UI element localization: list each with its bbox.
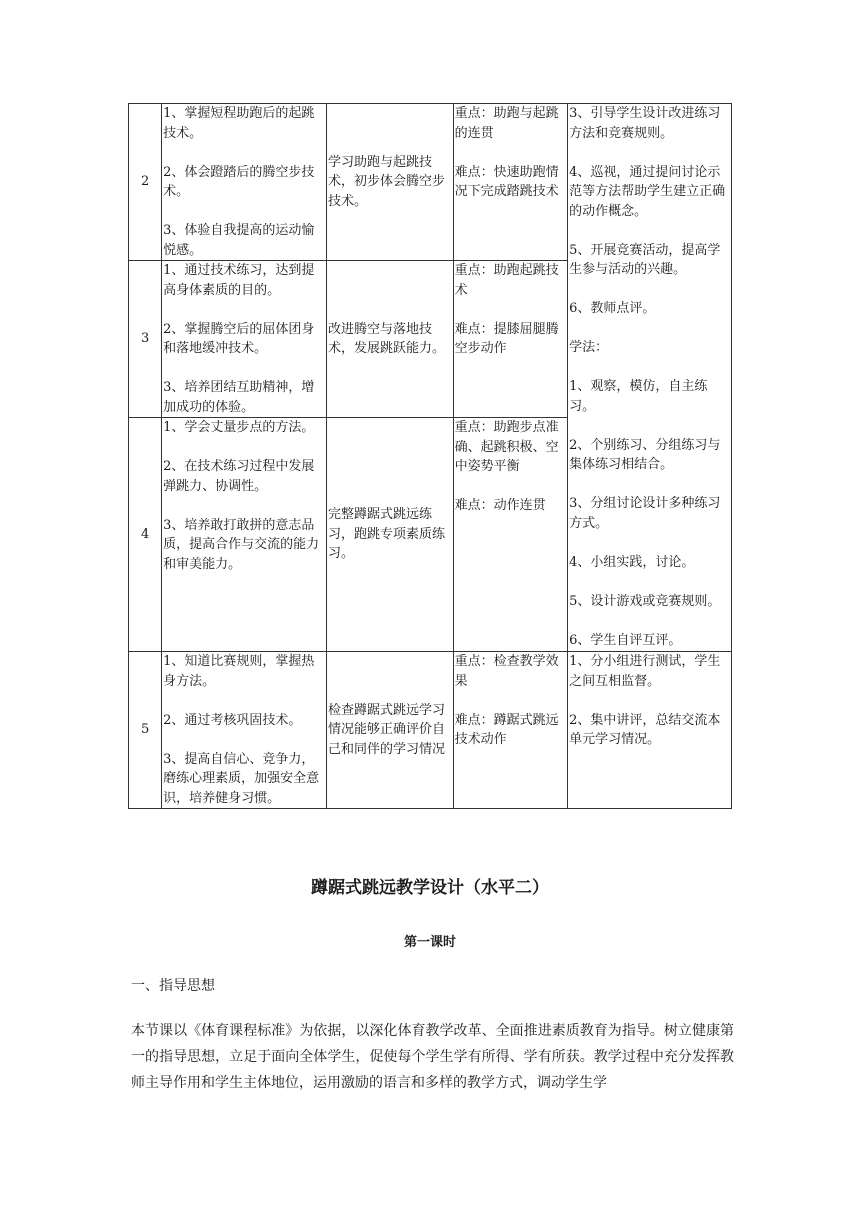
teaching-goals: 1、知道比赛规则，掌握热身方法。 2、通过考核巩固技术。 3、提高自信心、竞争力，磨练心理素质，加强安全意识，培养健身习惯。 xyxy=(162,652,327,809)
lesson-number: 3 xyxy=(129,261,162,418)
key-difficult-points: 重点：助跑步点准确、起跳积极、空中姿势平衡 难点：动作连贯 xyxy=(453,418,568,652)
lesson-subtitle: 第一课时 xyxy=(403,935,456,950)
teaching-content: 检查蹲踞式跳远学习情况能够正确评价自己和同伴的学习情况 xyxy=(326,652,453,809)
teaching-goals: 1、学会丈量步点的方法。 2、在技术练习过程中发展弹跳力、协调性。 3、培养敢打敢拼的意志品质，提高合作与交流的能力和审美能力。 xyxy=(162,418,327,652)
lesson-number: 4 xyxy=(129,418,162,652)
section-heading: 一、指导思想 xyxy=(131,978,215,994)
teaching-goals: 1、掌握短程助跑后的起跳技术。 2、体会蹬踏后的腾空步技术。 3、体验自我提高的运动愉悦感。 xyxy=(162,104,327,261)
teaching-content: 学习助跑与起跳技术，初步体会腾空步技术。 xyxy=(326,104,453,261)
table-row xyxy=(129,104,732,261)
key-difficult-points: 重点：助跑起跳技术 难点：提膝屈腿腾空步动作 xyxy=(453,261,568,418)
teaching-content: 完整蹲踞式跳远练习，跑跳专项素质练习。 xyxy=(326,418,453,652)
document-title: 蹲踞式跳远教学设计（水平二） xyxy=(311,878,549,898)
teaching-goals: 1、通过技术练习，达到提高身体素质的目的。 2、掌握腾空后的屈体团身和落地缓冲技术。 3、培养团结互助精神，增加成功的体验。 xyxy=(162,261,327,418)
key-difficult-points: 重点：助跑与起跳的连贯 难点：快速助跑情况下完成踏跳技术 xyxy=(453,104,568,261)
lesson-plan-table xyxy=(128,103,732,809)
teaching-methods: 1、分小组进行测试，学生之间互相监督。 2、集中讲评，总结交流本单元学习情况。 xyxy=(568,652,732,809)
lesson-number: 2 xyxy=(129,104,162,261)
lesson-number: 5 xyxy=(129,652,162,809)
key-difficult-points: 重点：检查教学效果 难点：蹲踞式跳远技术动作 xyxy=(453,652,568,809)
teaching-content: 改进腾空与落地技术，发展跳跃能力。 xyxy=(326,261,453,418)
teaching-methods: 3、引导学生设计改进练习方法和竞赛规则。 4、巡视，通过提问讨论示范等方法帮助学生建立正确的动作概念。 5、开展竞赛活动，提高学生参与活动的兴趣。 6、教师点评。 学法： 1、观察，模仿，自主练习。 2、个别练习、分组练习与集体练习相结合。 3、分组讨论设计多种练习方式。 4、小组实践，讨论。 5、设计游戏或竞赛规则。 6、学生自评互评。 xyxy=(568,104,732,652)
table-row xyxy=(129,652,732,809)
body-paragraph: 本节课以《体育课程标准》为依据，以深化体育教学改革、全面推进素质教育为指导。树立健康第一的指导思想，立足于面向全体学生，促使每个学生学有所得、学有所获。教学过程中充分发挥教师主导作用和学生主体地位，运用激励的语言和多样的教学方式，调动学生学 xyxy=(131,1023,734,1091)
